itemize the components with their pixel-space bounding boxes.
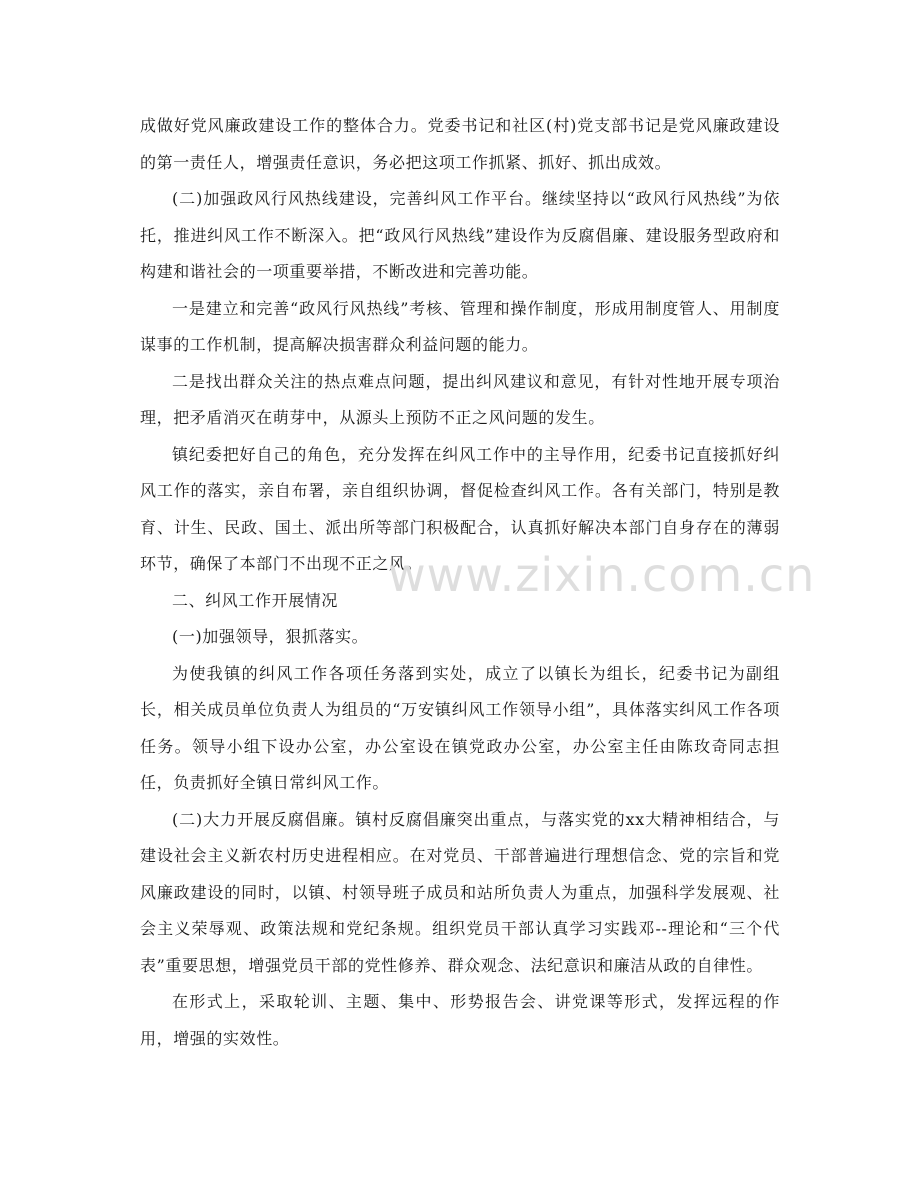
section-heading: 二、纠风工作开展情况 bbox=[172, 590, 339, 610]
paragraph-3: 一是建立和完善“政风行风热线”考核、管理和操作制度，形成用制度管人、用制度谋事的工作机制，提高解决损害群众利益问题的能力。 bbox=[140, 298, 780, 354]
paragraph-9: (二)大力开展反腐倡廉。镇村反腐倡廉突出重点，与落实党的xx大精神相结合，与建设社会主义新农村历史进程相应。在对党员、干部普遍进行理想信念、党的宗旨和党风廉政建设的同时，以镇、村领导班子成员和站所负责人为重点，加强科学发展观、社会主义荣辱观、政策法规和党纪条规。组织党员干部认真学习实践邓--理论和“三个代表”重要思想，增强党员干部的党性修养、群众观念、法纪意识和廉洁从政的自律性。 bbox=[140, 809, 780, 975]
paragraph-8: 为使我镇的纠风工作各项任务落到实处，成立了以镇长为组长，纪委书记为副组长，相关成员单位负责人为组员的“万安镇纠风工作领导小组”，具体落实纠风工作各项任务。领导小组下设办公室，办公室设在镇党政办公室，办公室主任由陈玫奇同志担任，负责抓好全镇日常纠风工作。 bbox=[140, 663, 780, 792]
paragraph-5: 镇纪委把好自己的角色，充分发挥在纠风工作中的主导作用，纪委书记直接抓好纠风工作的落实，亲自布署，亲自组织协调，督促检查纠风工作。各有关部门，特别是教育、计生、民政、国土、派出所等部门积极配合，认真抓好解决本部门自身存在的薄弱环节，确保了本部门不出现不正之风。 bbox=[140, 444, 780, 573]
document-body bbox=[140, 108, 780, 1057]
paragraph-1: 成做好党风廉政建设工作的整体合力。党委书记和社区(村)党支部书记是党风廉政建设的第一责任人，增强责任意识，务必把这项工作抓紧、抓好、抓出成效。 bbox=[140, 116, 780, 172]
subsection-heading: (一)加强领导，狠抓落实。 bbox=[172, 627, 369, 646]
paragraph-2: (二)加强政风行风热线建设，完善纠风工作平台。继续坚持以“政风行风热线”为依托，推进纠风工作不断深入。把“政风行风热线”建设作为反腐倡廉、建设服务型政府和构建和谐社会的一项重要举措，不断改进和完善功能。 bbox=[140, 189, 780, 281]
watermark: www.zixin.com.cn bbox=[388, 548, 816, 602]
paragraph-4: 二是找出群众关注的热点难点问题，提出纠风建议和意见，有针对性地开展专项治理，把矛盾消灭在萌芽中，从源头上预防不正之风问题的发生。 bbox=[140, 371, 780, 427]
paragraph-10: 在形式上，采取轮训、主题、集中、形势报告会、讲党课等形式，发挥远程的作用，增强的实效性。 bbox=[140, 992, 780, 1048]
